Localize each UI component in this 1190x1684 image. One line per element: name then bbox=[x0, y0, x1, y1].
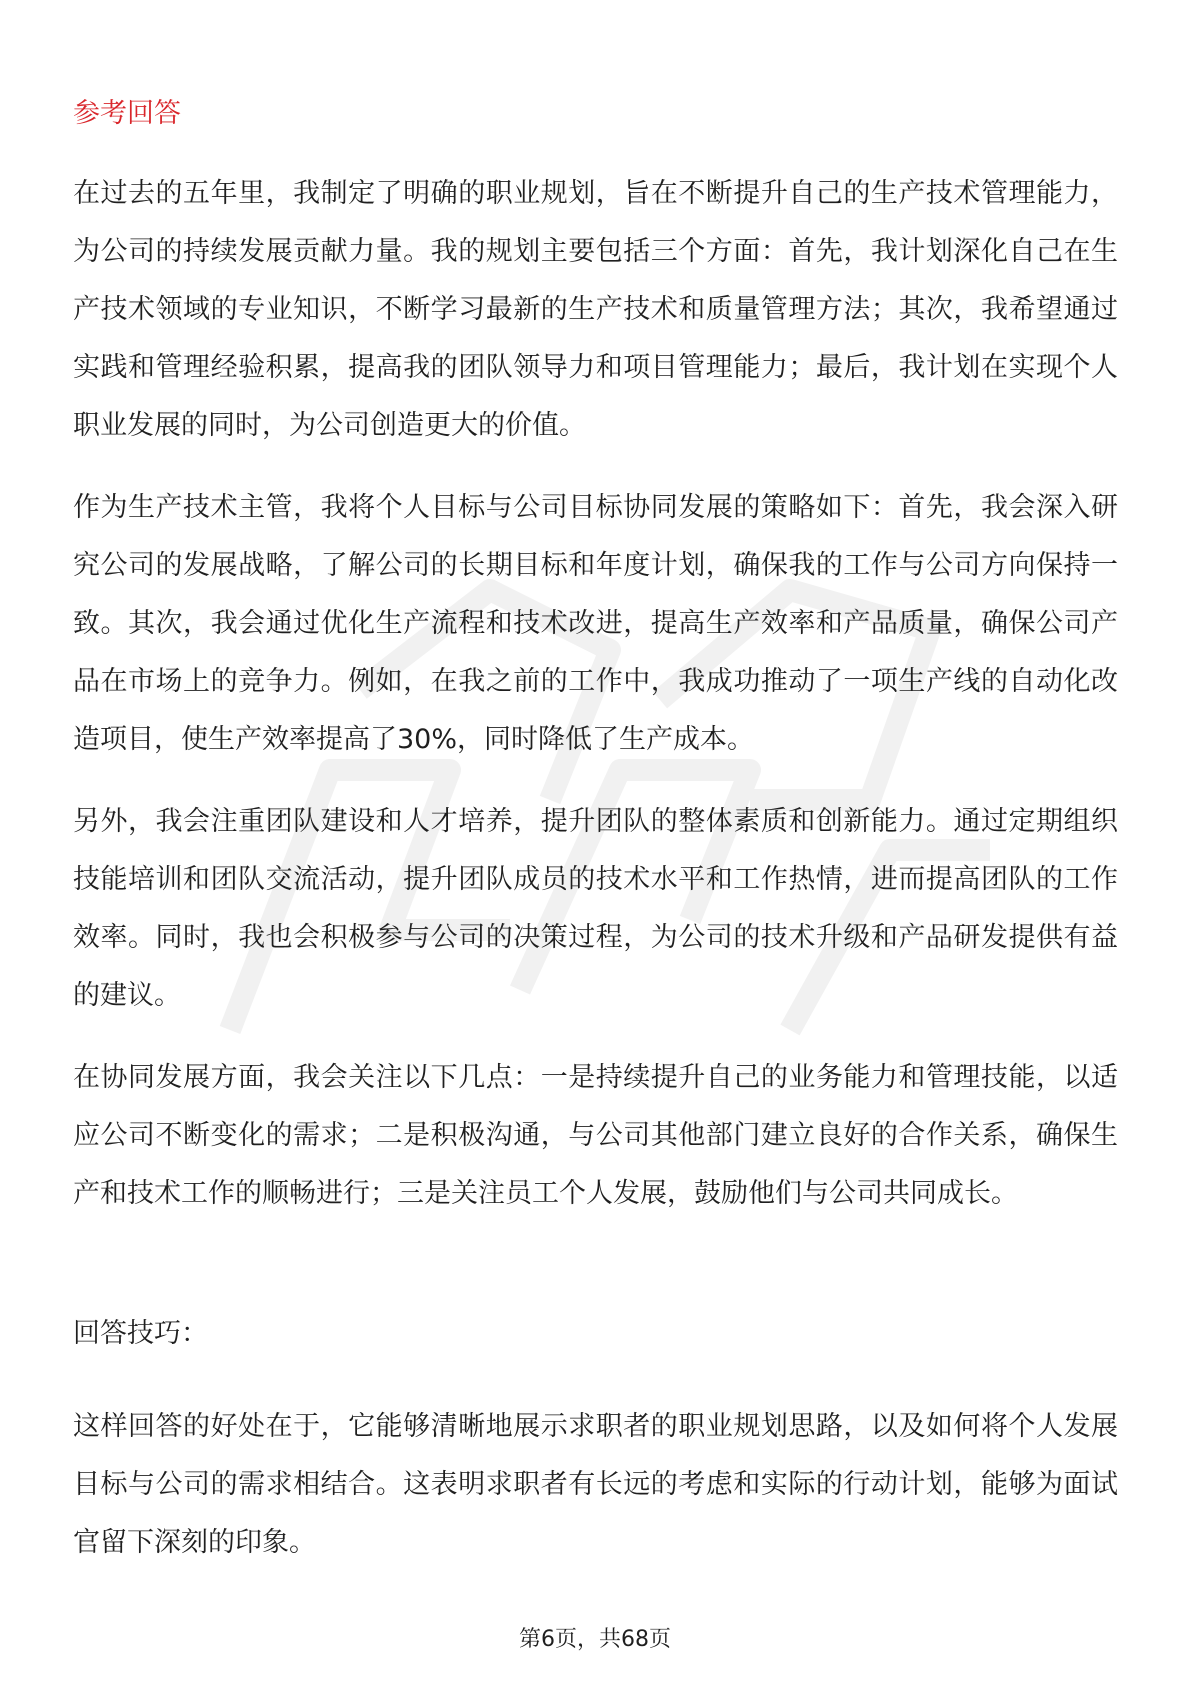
paragraph: 在协同发展方面，我会关注以下几点：一是持续提升自己的业务能力和管理技能，以适应公司不断变化的需求；二是积极沟通，与公司其他部门建立良好的合作关系，确保生产和技术工作的顺畅进行；三是关注员工个人发展，鼓励他们与公司共同成长。 bbox=[73, 1062, 1118, 1209]
paragraph: 作为生产技术主管，我将个人目标与公司目标协同发展的策略如下：首先，我会深入研究公司的发展战略，了解公司的长期目标和年度计划，确保我的工作与公司方向保持一致。其次，我会通过优化生产流程和技术改进，提高生产效率和产品质量，确保公司产品在市场上的竞争力。例如，在我之前的工作中，我成功推动了一项生产线的自动化改造项目，使生产效率提高了30%，同时降低了生产成本。 bbox=[73, 492, 1118, 755]
paragraph: 另外，我会注重团队建设和人才培养，提升团队的整体素质和创新能力。通过定期组织技能培训和团队交流活动，提升团队成员的技术水平和工作热情，进而提高团队的工作效率。同时，我也会积极参与公司的决策过程，为公司的技术升级和产品研发提供有益的建议。 bbox=[73, 806, 1118, 1011]
paragraph: 这样回答的好处在于，它能够清晰地展示求职者的职业规划思路，以及如何将个人发展目标与公司的需求相结合。这表明求职者有长远的考虑和实际的行动计划，能够为面试官留下深刻的印象。 bbox=[73, 1411, 1118, 1558]
paragraph: 在过去的五年里，我制定了明确的职业规划，旨在不断提升自己的生产技术管理能力，为公司的持续发展贡献力量。我的规划主要包括三个方面：首先，我计划深化自己在生产技术领域的专业知识，不断学习最新的生产技术和质量管理方法；其次，我希望通过实践和管理经验积累，提高我的团队领导力和项目管理能力；最后，我计划在实现个人职业发展的同时，为公司创造更大的价值。 bbox=[73, 178, 1118, 441]
answer-tips-label: 回答技巧： bbox=[73, 1318, 208, 1349]
section-heading: 参考回答 bbox=[73, 98, 181, 129]
page-number: 第6页，共68页 bbox=[519, 1627, 671, 1652]
